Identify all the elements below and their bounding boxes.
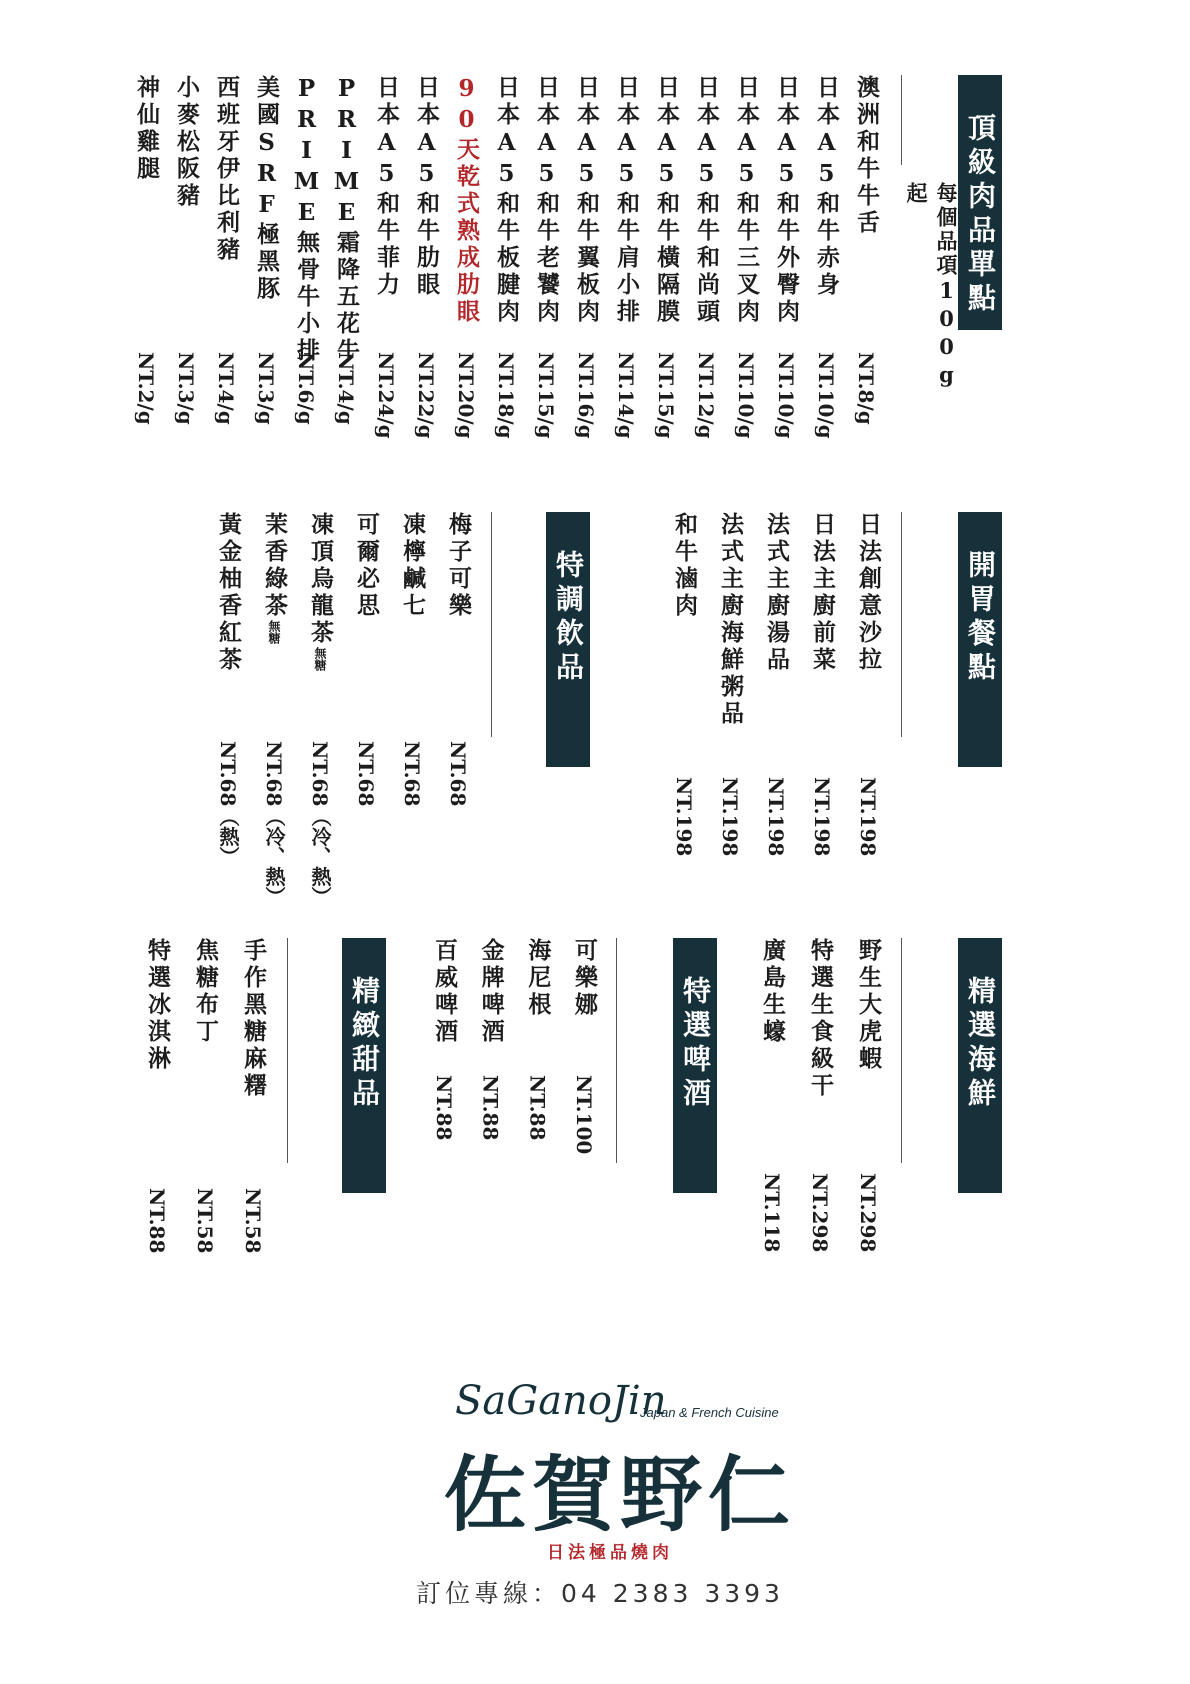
menu-item-name: 梅子可樂 xyxy=(445,512,472,620)
brand-subtitle: Japan & French Cuisine xyxy=(640,1405,779,1420)
menu-item xyxy=(326,75,366,455)
menu-item xyxy=(766,75,806,455)
menu-item-price: NT.198 xyxy=(764,777,788,857)
menu-item xyxy=(802,512,842,862)
menu-item xyxy=(517,938,557,1163)
divider xyxy=(616,938,617,1163)
menu-item xyxy=(392,512,432,892)
menu-item xyxy=(606,75,646,455)
menu-item-name: 日法主廚前菜 xyxy=(809,512,836,674)
menu-item-price: NT.198 xyxy=(672,777,696,857)
menu-item-price: NT.298 xyxy=(808,1173,832,1253)
menu-item xyxy=(564,938,604,1163)
menu-item-price: NT.8/g xyxy=(854,352,878,425)
menu-item xyxy=(166,75,206,455)
menu-item-name: 金牌啤酒 xyxy=(477,938,505,1046)
menu-item xyxy=(254,512,294,907)
menu-item-price: NT.118 xyxy=(760,1173,784,1253)
menu-item-price: NT.198 xyxy=(810,777,834,857)
menu-item xyxy=(246,75,286,455)
divider xyxy=(287,938,288,1163)
menu-item-price: NT.58 xyxy=(241,1188,265,1254)
menu-item xyxy=(366,75,406,455)
menu-item xyxy=(346,512,386,892)
menu-item-price: NT.298 xyxy=(856,1173,880,1253)
meat-list xyxy=(126,75,886,455)
drinks-list xyxy=(208,512,478,907)
menu-item-name: 日本A5和牛菲力 xyxy=(373,75,400,299)
menu-item xyxy=(185,938,225,1258)
divider xyxy=(901,938,902,1163)
meat-subtitle: 每個品項100g起 xyxy=(904,182,959,390)
menu-item-price: NT.4/g xyxy=(214,352,238,425)
menu-item xyxy=(446,75,486,455)
beer-list xyxy=(424,938,604,1163)
menu-item-name: 日本A5和牛老饕肉 xyxy=(533,75,560,326)
menu-item-price: NT.2/g xyxy=(134,352,158,425)
menu-item-price: NT.22/g xyxy=(414,352,438,439)
menu-item-name: 日本A5和牛肩小排 xyxy=(613,75,640,326)
menu-item-name: 凍頂烏龍茶無糖 xyxy=(307,512,334,671)
menu-item-name: 美國SRF極黑豚 xyxy=(253,75,280,303)
menu-item-price: NT.15/g xyxy=(534,352,558,439)
menu-item xyxy=(300,512,340,907)
menu-item-name: 茉香綠茶無糖 xyxy=(261,512,288,644)
seafood-list xyxy=(752,938,888,1258)
reservation-phone: 訂位專線：04 2383 3393 xyxy=(416,1579,784,1608)
dessert-list xyxy=(137,938,273,1258)
menu-item xyxy=(726,75,766,455)
menu-item xyxy=(208,512,248,892)
menu-item-price: NT.88 xyxy=(525,1075,550,1141)
menu-item-name: PRIME無骨牛小排 xyxy=(293,75,320,365)
menu-item-name: 日法創意沙拉 xyxy=(855,512,882,674)
menu-item xyxy=(406,75,446,455)
menu-item-name: 廣島生蠔 xyxy=(759,938,786,1046)
menu-item xyxy=(526,75,566,455)
menu-item-name: 法式主廚海鮮粥品 xyxy=(717,512,744,728)
menu-item-price: NT.88 xyxy=(145,1188,169,1254)
divider xyxy=(901,512,902,737)
menu-item-name: 可樂娜 xyxy=(570,938,598,1019)
menu-item xyxy=(752,938,792,1258)
menu-item xyxy=(848,512,888,862)
appetizer-list xyxy=(664,512,888,862)
menu-item-name: 日本A5和牛赤身 xyxy=(813,75,840,299)
menu-item-name: 法式主廚湯品 xyxy=(763,512,790,674)
menu-item xyxy=(471,938,511,1163)
menu-item-name: 90天乾式熟成肋眼 xyxy=(453,75,480,326)
menu-item xyxy=(686,75,726,455)
menu-item-name: 日本A5和牛板腱肉 xyxy=(493,75,520,326)
menu-item-name: 野生大虎蝦 xyxy=(855,938,882,1073)
menu-item-price: NT.24/g xyxy=(374,352,398,439)
menu-item-price: NT.10/g xyxy=(734,352,758,439)
menu-item-name: 日本A5和牛肋眼 xyxy=(413,75,440,299)
menu-item-note: 無糖 xyxy=(267,620,281,644)
menu-item xyxy=(137,938,177,1258)
menu-item-price: NT.12/g xyxy=(694,352,718,439)
menu-item-price: NT.3/g xyxy=(254,352,278,425)
menu-item xyxy=(486,75,526,455)
menu-item-name: 日本A5和牛橫隔膜 xyxy=(653,75,680,326)
menu-item xyxy=(710,512,750,862)
menu-item xyxy=(566,75,606,455)
menu-item xyxy=(286,75,326,455)
menu-item-price: NT.88 xyxy=(478,1075,503,1141)
menu-item xyxy=(800,938,840,1258)
menu-item xyxy=(846,75,886,455)
menu-item xyxy=(438,512,478,892)
menu-item-price: NT.4/g xyxy=(334,352,358,425)
menu-item-name: 可爾必思 xyxy=(353,512,380,620)
divider xyxy=(901,75,902,165)
menu-item-price: NT.6/g xyxy=(294,352,318,425)
menu-item-name: 西班牙伊比利豬 xyxy=(213,75,240,264)
section-banner-seafood: 精選海鮮 xyxy=(958,938,1002,1193)
section-banner-drinks: 特調飲品 xyxy=(546,512,590,767)
menu-item xyxy=(664,512,704,862)
menu-item-price: NT.198 xyxy=(718,777,742,857)
menu-item-price: NT.14/g xyxy=(614,352,638,439)
menu-item-price: NT.68 xyxy=(446,741,470,807)
menu-item-price: NT.10/g xyxy=(774,352,798,439)
menu-item-price: NT.88 xyxy=(432,1075,456,1141)
menu-item-name: PRIME霜降五花牛 xyxy=(333,75,360,365)
menu-item-name: 日本A5和牛三叉肉 xyxy=(733,75,760,326)
menu-item-price: NT.68（冷、熱） xyxy=(308,741,332,907)
menu-item-price: NT.16/g xyxy=(574,352,598,439)
menu-item xyxy=(756,512,796,862)
menu-item-name: 特選生食級干 xyxy=(807,938,834,1100)
menu-item-price: NT.15/g xyxy=(654,352,678,439)
menu-item-name: 和牛滷肉 xyxy=(671,512,698,620)
menu-item-name: 澳洲和牛牛舌 xyxy=(853,75,880,237)
menu-item-name: 特選冰淇淋 xyxy=(144,938,171,1073)
menu-item-price: NT.58 xyxy=(193,1188,217,1254)
section-banner-meat: 頂級肉品單點 xyxy=(958,75,1002,330)
menu-item-price: NT.18/g xyxy=(494,352,518,439)
menu-item-name: 手作黑糖麻糬 xyxy=(240,938,267,1100)
menu-item xyxy=(848,938,888,1258)
menu-item-name: 黃金柚香紅茶 xyxy=(215,512,242,674)
menu-item-name: 百威啤酒 xyxy=(431,938,458,1046)
menu-item-price: NT.10/g xyxy=(814,352,838,439)
menu-item-name: 焦糖布丁 xyxy=(192,938,219,1046)
brand-script-logo: SaGanoJin xyxy=(455,1378,667,1424)
menu-item-note: 無糖 xyxy=(313,647,327,671)
menu-item-price: NT.100 xyxy=(571,1075,596,1155)
menu-item-price: NT.198 xyxy=(856,777,880,857)
section-banner-beer: 特選啤酒 xyxy=(673,938,717,1193)
menu-item-price: NT.3/g xyxy=(174,352,198,425)
menu-item xyxy=(646,75,686,455)
menu-item xyxy=(126,75,166,455)
menu-item-name: 海尼根 xyxy=(524,938,552,1019)
menu-item xyxy=(233,938,273,1258)
menu-item xyxy=(806,75,846,455)
menu-item-name: 神仙雞腿 xyxy=(133,75,160,183)
section-banner-dessert: 精緻甜品 xyxy=(342,938,386,1193)
menu-item-name: 凍檸鹹七 xyxy=(399,512,426,620)
menu-item-name: 日本A5和牛翼板肉 xyxy=(573,75,600,326)
menu-item xyxy=(206,75,246,455)
menu-item-price: NT.68（熱） xyxy=(216,741,240,867)
divider xyxy=(491,512,492,737)
menu-item-name: 日本A5和牛外臀肉 xyxy=(773,75,800,326)
menu-item-name: 日本A5和牛和尚頭 xyxy=(693,75,720,326)
menu-item xyxy=(424,938,464,1163)
brand-tagline: 日法極品燒肉 xyxy=(547,1543,673,1563)
menu-item-name: 小麥松阪豬 xyxy=(173,75,200,210)
brand-logo: 佐賀野仁 xyxy=(443,1447,796,1543)
menu-item-price: NT.20/g xyxy=(454,352,478,439)
menu-item-price: NT.68（冷、熱） xyxy=(262,741,286,907)
section-banner-appetizer: 開胃餐點 xyxy=(958,512,1002,767)
menu-item-price: NT.68 xyxy=(400,741,424,807)
menu-item-price: NT.68 xyxy=(354,741,378,807)
